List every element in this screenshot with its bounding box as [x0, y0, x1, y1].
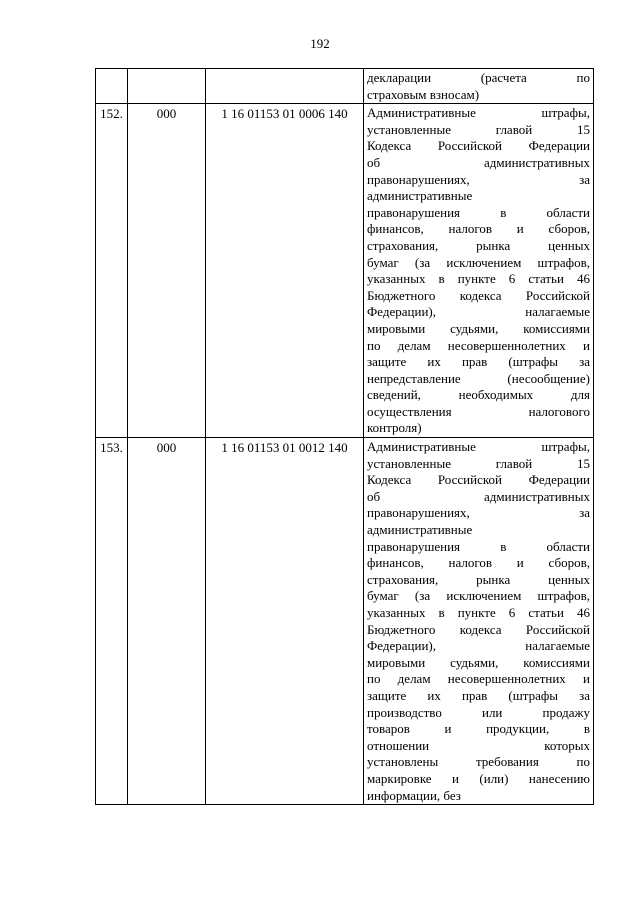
income-name-line: страхования, рынка ценных: [367, 571, 590, 587]
income-name-line: административные: [367, 188, 473, 204]
income-name-line: мировыми судьями, комиссиями: [367, 654, 590, 670]
income-name-line: установленные главой 15: [367, 121, 590, 137]
income-name-line: сведений, необходимых для: [367, 387, 590, 403]
income-name-line: правонарушениях, за: [367, 505, 590, 521]
income-name-line: об административных: [367, 488, 590, 504]
income-name-line: по делам несовершеннолетних и: [367, 337, 590, 353]
table-row: [96, 69, 594, 104]
row-number-cell: 152.: [96, 104, 128, 438]
income-name-line: информации, без: [367, 787, 461, 803]
income-name-cell: [364, 438, 594, 805]
income-name-line: непредставление (несообщение): [367, 370, 590, 386]
table-row: [96, 104, 594, 438]
income-name-line: страховым взносам): [367, 86, 480, 102]
income-name-line: защите их прав (штрафы за: [367, 687, 590, 703]
income-name-line: правонарушения в области: [367, 204, 590, 220]
income-name-line: Бюджетного кодекса Российской: [367, 287, 590, 303]
income-name-line: защите их прав (штрафы за: [367, 354, 590, 370]
table-row: [96, 438, 594, 805]
classification-code-cell: [206, 69, 364, 104]
income-name-line: бумаг (за исключением штрафов,: [367, 588, 590, 604]
income-name-line: указанных в пункте 6 статьи 46: [367, 271, 590, 287]
income-name-line: об административных: [367, 154, 590, 170]
admin-code-cell: 000: [128, 104, 206, 438]
income-name-line: контроля): [367, 420, 422, 436]
income-name-line: Бюджетного кодекса Российской: [367, 621, 590, 637]
page-number: 192: [310, 36, 330, 51]
admin-code-cell: [128, 69, 206, 104]
income-name-line: административные: [367, 522, 473, 538]
income-name-cell: [364, 69, 594, 104]
income-name-line: отношении которых: [367, 737, 590, 753]
classification-code-cell: 1 16 01153 01 0006 140: [206, 104, 364, 438]
row-number-cell: 153.: [96, 438, 128, 805]
income-name-line: правонарушения в области: [367, 538, 590, 554]
table-body: [96, 69, 594, 805]
income-name-line: Административные штрафы,: [367, 439, 590, 455]
income-name-line: страхования, рынка ценных: [367, 237, 590, 253]
classification-code-cell: 1 16 01153 01 0012 140: [206, 438, 364, 805]
income-name-line: Кодекса Российской Федерации: [367, 138, 590, 154]
income-name-line: указанных в пункте 6 статьи 46: [367, 605, 590, 620]
income-name-line: установленные главой 15: [367, 455, 590, 471]
income-name-line: Федерации), налагаемые: [367, 304, 590, 320]
income-name-line: Федерации), налагаемые: [367, 638, 590, 654]
row-number-cell: [96, 69, 128, 104]
income-name-line: маркировке и (или) нанесению: [367, 770, 590, 786]
income-name-line: товаров и продукции, в: [367, 721, 590, 737]
admin-code-cell: 000: [128, 438, 206, 805]
income-name-line: финансов, налогов и сборов,: [367, 555, 590, 571]
budget-classification-table: [95, 68, 594, 805]
income-name-line: осуществления налогового: [367, 403, 590, 419]
income-name-line: установлены требования по: [367, 754, 590, 770]
income-name-line: бумаг (за исключением штрафов,: [367, 254, 590, 270]
income-name-line: Кодекса Российской Федерации: [367, 472, 590, 488]
income-name-line: правонарушениях, за: [367, 171, 590, 187]
income-name-line: по делам несовершеннолетних и: [367, 671, 590, 687]
income-name-line: Административные штрафы,: [367, 105, 590, 121]
income-name-cell: [364, 104, 594, 438]
income-name-line: производство или продажу: [367, 704, 590, 720]
income-name-line: финансов, налогов и сборов,: [367, 221, 590, 237]
income-name-line: мировыми судьями, комиссиями: [367, 320, 590, 336]
income-name-line: декларации (расчета по: [367, 70, 590, 85]
